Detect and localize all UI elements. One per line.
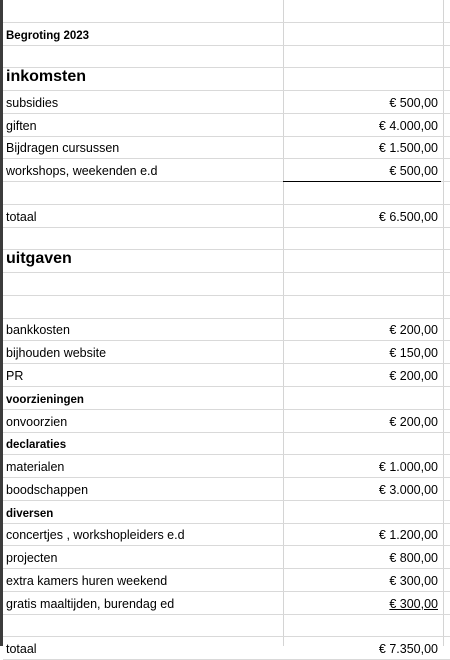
expense-row[interactable] — [3, 341, 450, 364]
row-amount: € 800,00 — [389, 551, 438, 566]
misc-heading: diversen — [6, 507, 54, 520]
income-heading: inkomsten — [6, 68, 87, 86]
income-total-row[interactable] — [3, 205, 450, 228]
income-heading-row[interactable] — [3, 68, 450, 91]
row-label: giften — [6, 118, 37, 133]
income-row[interactable] — [3, 159, 450, 182]
row-amount: € 500,00 — [389, 95, 438, 110]
row-amount: € 200,00 — [389, 323, 438, 338]
income-total-amount: € 6.500,00 — [378, 209, 438, 224]
expense-row[interactable] — [3, 524, 450, 547]
row-amount: € 1.500,00 — [378, 141, 438, 156]
expenses-total-label: totaal — [6, 642, 37, 657]
claims-heading-row[interactable] — [3, 433, 450, 456]
row-label: Bijdragen cursussen — [6, 141, 120, 156]
empty-row[interactable] — [3, 0, 450, 23]
row-amount: € 500,00 — [389, 164, 438, 179]
row-label: onvoorzien — [6, 414, 68, 429]
row-label: projecten — [6, 551, 58, 566]
row-label: subsidies — [6, 95, 59, 110]
row-amount: € 300,00 — [389, 573, 438, 588]
expenses-total-amount: € 7.350,00 — [378, 642, 438, 657]
row-amount: € 200,00 — [389, 369, 438, 384]
row-label: boodschappen — [6, 482, 89, 497]
row-label: PR — [6, 369, 24, 384]
row-label: workshops, weekenden e.d — [6, 164, 158, 179]
row-amount: € 4.000,00 — [378, 118, 438, 133]
expense-row[interactable] — [3, 569, 450, 592]
expenses-heading-row[interactable] — [3, 250, 450, 273]
title-row[interactable] — [3, 23, 450, 46]
expense-row[interactable] — [3, 319, 450, 342]
empty-row[interactable] — [3, 273, 450, 296]
spreadsheet — [3, 0, 450, 660]
empty-row[interactable] — [3, 615, 450, 638]
income-row[interactable] — [3, 137, 450, 160]
empty-row[interactable] — [3, 228, 450, 251]
empty-row[interactable] — [3, 182, 450, 205]
row-label: extra kamers huren weekend — [6, 573, 168, 588]
row-label: bijhouden website — [6, 346, 107, 361]
row-amount: € 1.200,00 — [378, 528, 438, 543]
expenses-total-row[interactable] — [3, 637, 450, 660]
row-amount: € 300,00 — [389, 596, 438, 611]
income-row[interactable] — [3, 91, 450, 114]
expense-row[interactable] — [3, 478, 450, 501]
expense-row[interactable] — [3, 364, 450, 387]
income-row[interactable] — [3, 114, 450, 137]
row-label: bankkosten — [6, 323, 70, 338]
row-label: materialen — [6, 460, 65, 475]
expense-row[interactable] — [3, 592, 450, 615]
row-amount: € 3.000,00 — [378, 482, 438, 497]
provisions-heading: voorzieningen — [6, 393, 84, 406]
expense-row[interactable] — [3, 455, 450, 478]
income-total-label: totaal — [6, 209, 37, 224]
row-amount: € 200,00 — [389, 414, 438, 429]
expense-row[interactable] — [3, 410, 450, 433]
expenses-heading: uitgaven — [6, 250, 72, 268]
expense-row[interactable] — [3, 546, 450, 569]
empty-row[interactable] — [3, 46, 450, 69]
row-amount: € 1.000,00 — [378, 460, 438, 475]
misc-heading-row[interactable] — [3, 501, 450, 524]
provisions-heading-row[interactable] — [3, 387, 450, 410]
claims-heading: declaraties — [6, 439, 67, 452]
row-label: gratis maaltijden, burendag ed — [6, 596, 175, 611]
empty-row[interactable] — [3, 296, 450, 319]
sheet-title: Begroting 2023 — [6, 29, 90, 42]
row-amount: € 150,00 — [389, 346, 438, 361]
row-label: concertjes , workshopleiders e.d — [6, 528, 185, 543]
